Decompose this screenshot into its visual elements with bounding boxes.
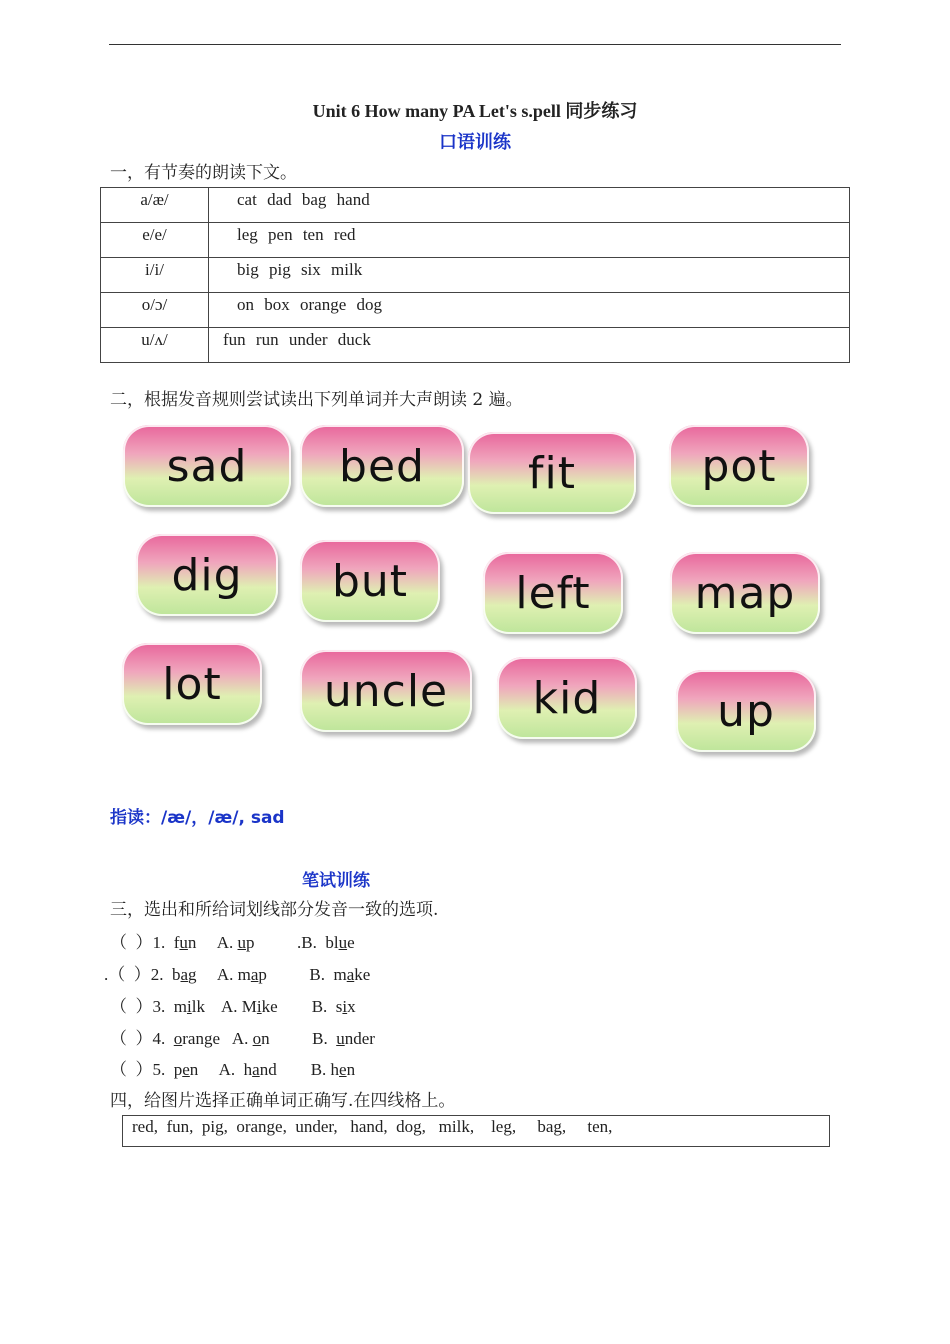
reading-hint: 指读：/æ/，/æ/, sad [110,808,285,828]
words-cell: on box orange dog [209,293,850,328]
header-rule [109,44,841,45]
word-card: kid [497,657,637,739]
oral-training-heading: 口语训练 [439,132,511,153]
question-1: （ ）1. fun A. up .B. blue [110,933,355,952]
section1-heading: 一，有节奏的朗读下文。 [110,163,297,183]
table-row [101,258,850,293]
words-cell: fun run under duck [209,328,850,363]
question-3: （ ）3. milk A. Mike B. six [110,997,356,1016]
word-card: dig [136,534,278,616]
table-row [101,328,850,363]
word-card: map [670,552,820,634]
word-card: left [483,552,623,634]
phonics-table [100,187,850,363]
table-row [101,188,850,223]
question-5: （ ）5. pen A. hand B. hen [110,1060,356,1079]
word-card: uncle [300,650,472,732]
word-card: bed [300,425,464,507]
word-card: sad [123,425,291,507]
word-card: lot [122,643,262,725]
words-cell: cat dad bag hand [209,188,850,223]
word-card: up [676,670,816,752]
words-cell: leg pen ten red [209,223,850,258]
word-card: fit [468,432,636,514]
phoneme-cell: a/æ/ [101,188,209,223]
phoneme-cell: i/i/ [101,258,209,293]
phoneme-cell: e/e/ [101,223,209,258]
section3-heading: 三，选出和所给词划线部分发音一致的选项. [110,900,439,920]
question-2: .（ ）2. bag A. map B. make [104,965,371,984]
table-row [101,293,850,328]
word-card: pot [669,425,809,507]
section2-heading: 二，根据发音规则尝试读出下列单词并大声朗读 2 遍。 [110,390,523,410]
section4-heading: 四，给图片选择正确单词正确写.在四线格上。 [110,1091,456,1111]
word-card: but [300,540,440,622]
phoneme-cell: u/ʌ/ [101,328,209,363]
word-bank-box: red, fun, pig, orange, under, hand, dog, milk, leg, bag, ten, [122,1115,830,1147]
question-4: （ ）4. orange A. on B. under [110,1029,375,1048]
written-training-heading: 笔试训练 [302,871,370,891]
phoneme-cell: o/ɔ/ [101,293,209,328]
page-title: Unit 6 How many PA Let's s.pell 同步练习 [312,101,638,121]
table-row [101,223,850,258]
words-cell: big pig six milk [209,258,850,293]
